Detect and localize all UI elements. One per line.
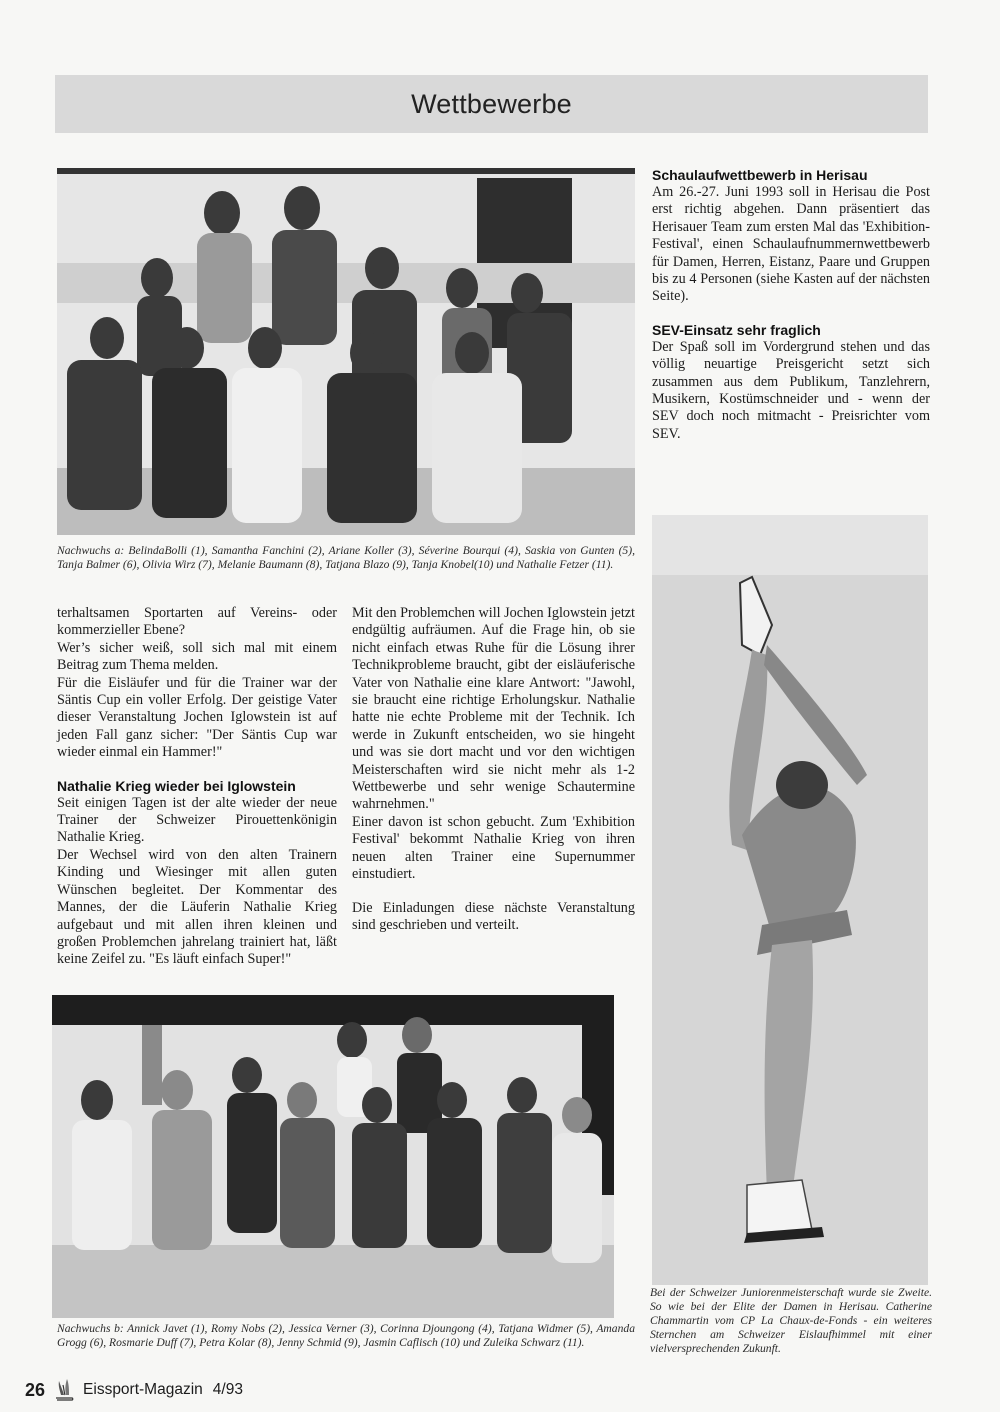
article-column-left <box>57 605 337 969</box>
paragraph: Der Wechsel wird von den alten Trainern Kinding und Wiesinger mit allen guten Wünschen begleitet. Der Kommentar des Mannes, der die Läuferin Nathalie Krieg aufgebaut und mit allen ihren kleinen und großen Problemchen jahrelang trainiert hat, läßt keine Zeifel zu. "Es läuft einfach Super!" <box>57 846 337 968</box>
paragraph: Mit den Problemchen will Jochen Iglowstein jetzt endgültig aufräumen. Auf die Frage hin, ob sie nicht einfach etwas Ruhe für die Lösung ihrer Technikprobleme braucht, gibt der eisläuferische Vater von Nathalie eine klare Antwort: "Jawohl, sie braucht eine richtige Erholungskur. Nathalie hatte nie echte Probleme mit der Technik. Ich werde in Zukunft entscheiden, wo sie hingeht und was sie dort macht und vor den wichtigen Meisterschaften wird sie nicht mehr als 1-2 Wettbewerbe und sehr wenige Schautermine wahrnehmen." <box>352 605 635 813</box>
body-schaulauf: Am 26.-27. Juni 1993 soll in Herisau die Post erst richtig abgehen. Dann präsentiert das Herisauer Team zum ersten Mal das 'Exhibition-Festival', einen Schaulaufnummernwettbewerb für Damen, Herren, Eistanz, Paare und Gruppen bis zu 4 Personen (siehe Kasten auf der nächsten Seite). <box>652 184 930 305</box>
issue-number: 4/93 <box>212 1381 243 1398</box>
skater-logo-icon <box>51 1377 77 1403</box>
page-footer <box>25 1375 243 1405</box>
group-photo-a <box>57 168 635 535</box>
group-photo-b-image <box>52 995 614 1318</box>
section-banner <box>55 75 928 133</box>
caption-skater: Bei der Schweizer Juniorenmeisterschaft wurde sie Zweite. So wie bei der Elite der Damen in Herisau. Catherine Chammartin vom CP La Chaux-de-Fonds - ein weiteres Sternchen am Schweizer Eislaufhimmel mit einer vielversprechenden Zukunft. <box>650 1286 932 1355</box>
paragraph: terhaltsamen Sportarten auf Vereins- oder kommerzieller Ebene? <box>57 605 337 639</box>
heading-schaulauf: Schaulaufwettbewerb in Herisau <box>652 167 868 183</box>
paragraph: Einer davon ist schon gebucht. Zum 'Exhibition Festival' bekommt Nathalie Krieg von ihren neuen alten Trainer eine Supernummer einstudiert. <box>352 813 635 883</box>
group-photo-a-image <box>57 168 635 535</box>
heading-krieg: Nathalie Krieg wieder bei Iglowstein <box>57 777 296 794</box>
skater-photo <box>652 515 928 1285</box>
skater-photo-image <box>652 515 928 1285</box>
heading-sev: SEV-Einsatz sehr fraglich <box>652 321 821 338</box>
body-sev: Der Spaß soll im Vordergrund stehen und das völlig neuartige Preisgericht setzt sich zusammen aus dem Publikum, Tanzlehrern, Musikern, Kostümschneider und - wenn der SEV doch noch mitmacht - Preisrichter vom SEV. <box>652 338 930 442</box>
caption-group-a: Nachwuchs a: BelindaBolli (1), Samantha Fanchini (2), Ariane Koller (3), Séverine Bourqui (4), Saskia von Gunten (5), Tanja Balmer (6), Olivia Wirz (7), Melanie Baumann (8), Tatjana Blazo (9), Tanja Knobel(10) und Nathalie Fetzer (11). <box>57 544 635 571</box>
article-schaulauf <box>652 167 930 443</box>
group-photo-b <box>52 995 614 1318</box>
paragraph: Die Einladungen diese nächste Veranstaltung sind geschrieben und verteilt. <box>352 899 635 933</box>
paragraph: Seit einigen Tagen ist der alte wieder der neue Trainer der Schweizer Pirouettenkönigin Nathalie Krieg. <box>57 794 337 846</box>
page-number: 26 <box>25 1379 46 1400</box>
caption-group-b: Nachwuchs b: Annick Javet (1), Romy Nobs (2), Jessica Verner (3), Corinna Djoungong (4), Tatjana Widmer (5), Amanda Grogg (6), Rosmarie Duff (7), Petra Kolar (8), Jenny Schmid (9), Jasmin Caflisch (10) und Zuleika Schwarz (11). <box>57 1322 635 1349</box>
section-title: Wettbewerbe <box>411 88 572 119</box>
paragraph: Wer’s sicher weiß, soll sich mal mit einem Beitrag zum Thema melden. <box>57 639 337 674</box>
paragraph: Für die Eisläufer und für die Trainer war der Säntis Cup ein voller Erfolg. Der geistige Vater dieser Veranstaltung Jochen Iglowstein ist auf jeden Fall ganz sicher: "Der Säntis Cup war wieder einmal ein Hammer!" <box>57 674 337 761</box>
magazine-name: Eissport-Magazin <box>83 1381 203 1398</box>
article-column-middle <box>352 605 635 934</box>
